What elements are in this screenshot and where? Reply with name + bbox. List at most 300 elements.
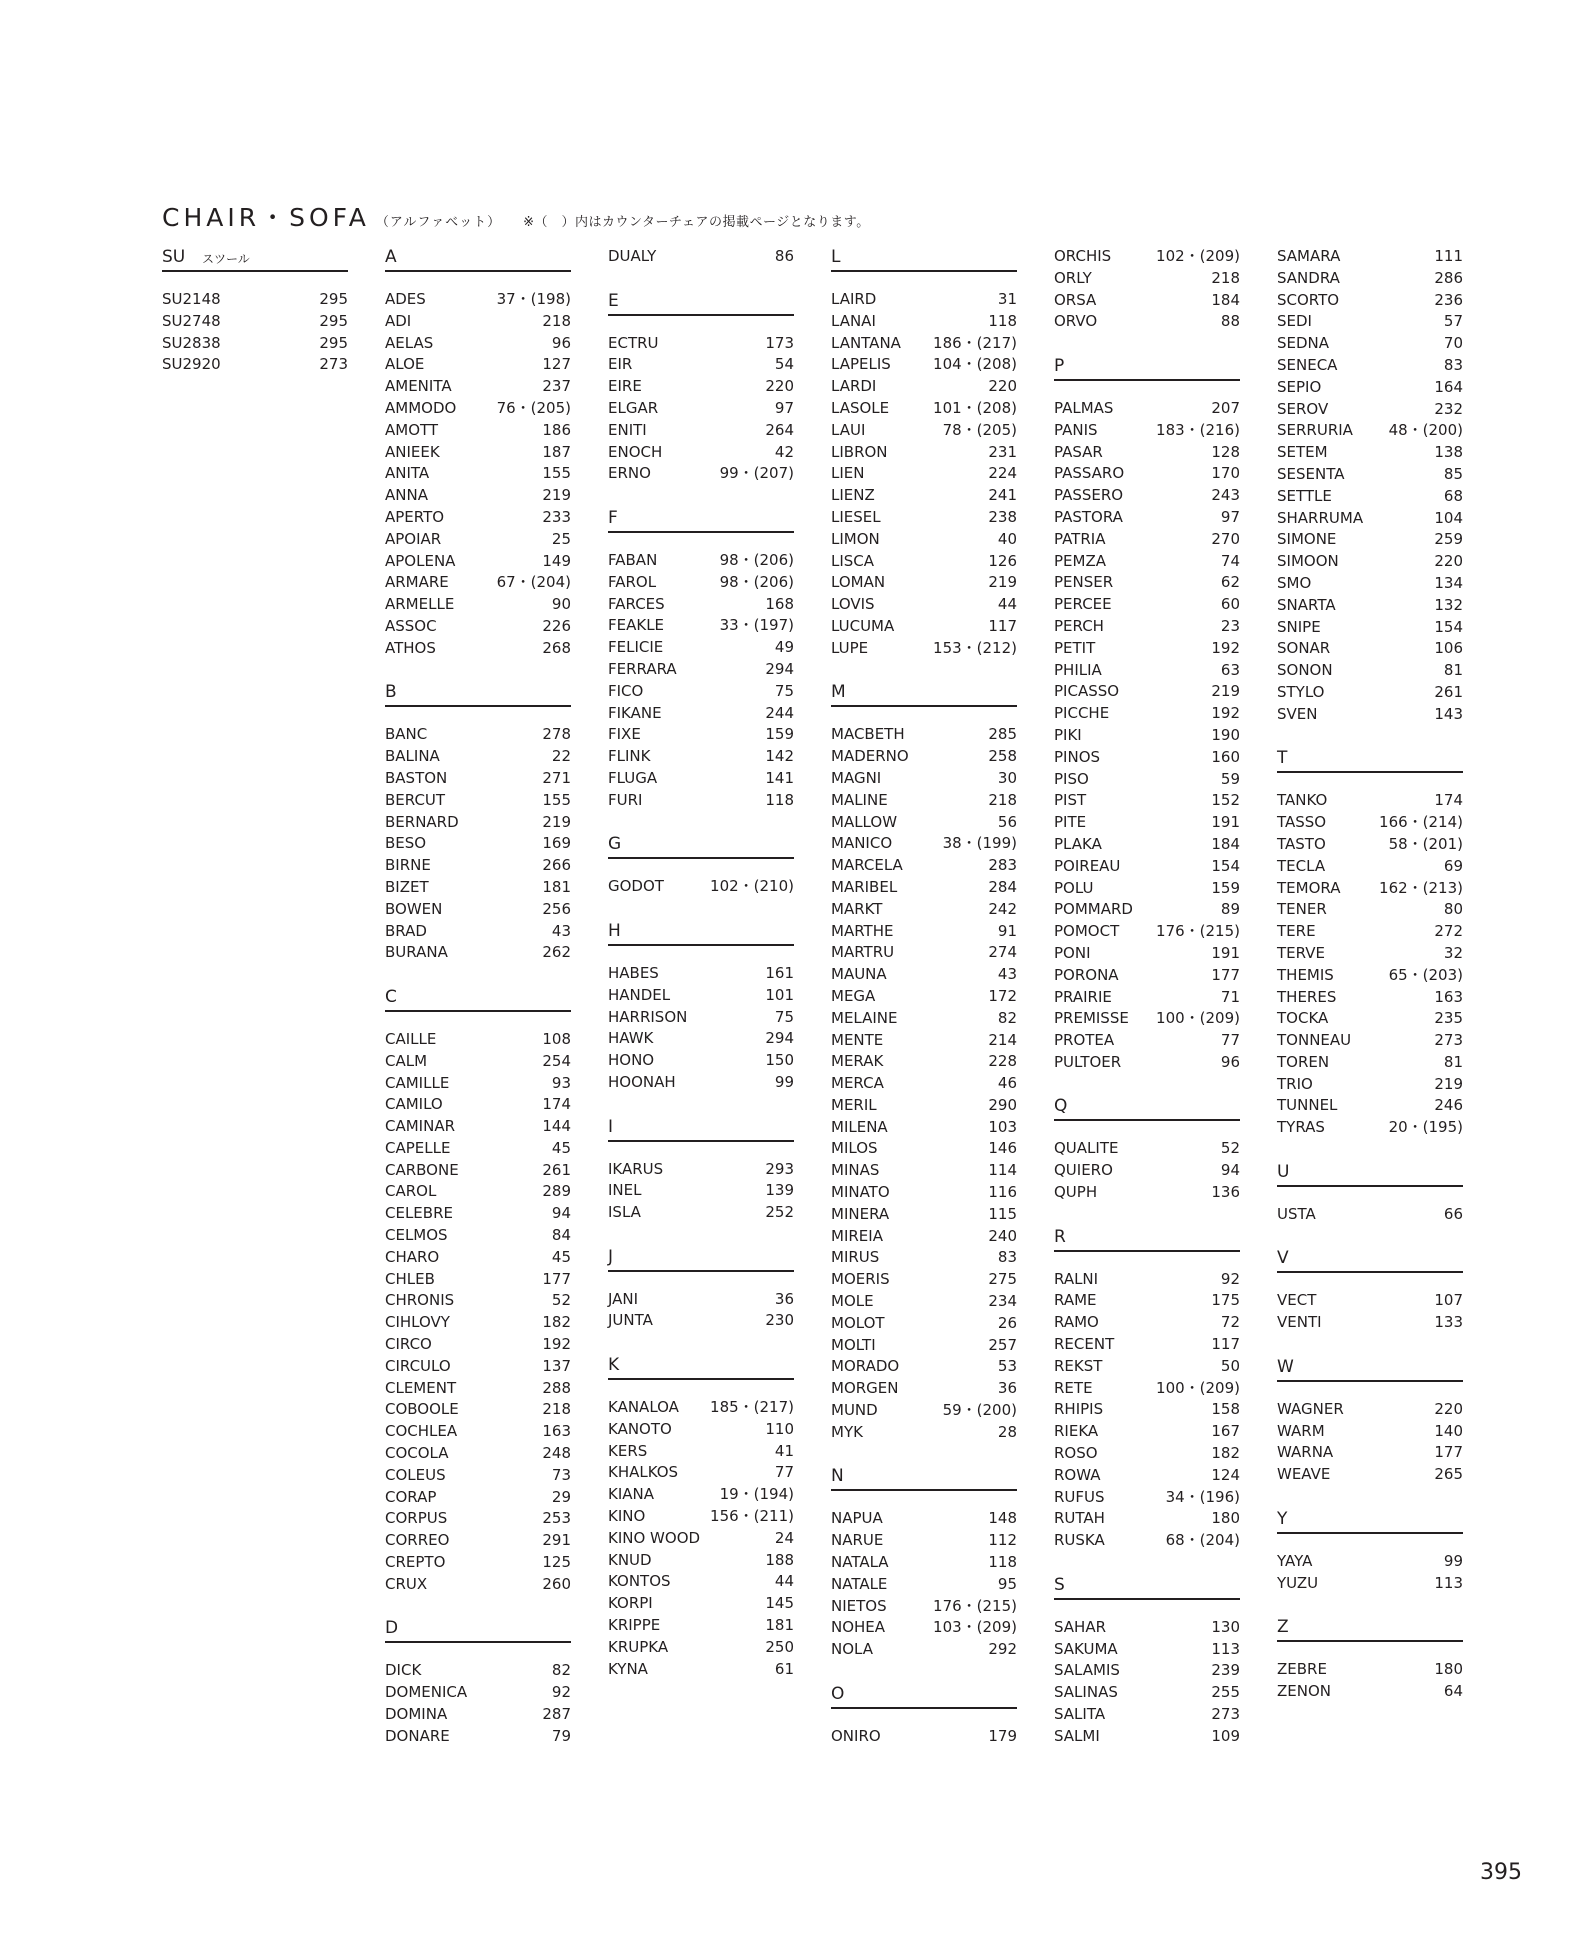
entry-name: KIANA [608,1485,655,1504]
index-entry [385,463,571,485]
entry-page: 150 [765,1051,794,1070]
entry-page: 111 [1434,247,1463,265]
index-entry [831,1226,1017,1248]
entry-name: WARNA [1277,1443,1334,1462]
entry-page: 83 [1443,355,1463,374]
index-entry [1277,464,1463,486]
entry-name: PERCEE [1054,595,1112,614]
index-entry [385,1312,571,1334]
section-spacer [831,1444,1017,1466]
section-heading [831,1465,1017,1491]
index-entry [1277,377,1463,399]
entry-name: ISLA [608,1203,641,1222]
entry-page: 50 [1220,1356,1240,1375]
entry-name: MORADO [831,1357,900,1376]
entry-name: THEMIS [1277,965,1334,984]
entry-page: 91 [997,921,1017,940]
entry-name: SEDNA [1277,334,1330,353]
section-heading [385,681,571,707]
section-heading [608,1246,794,1272]
index-entry [831,812,1017,834]
index-entry [1277,1551,1463,1573]
index-entry [1054,1052,1240,1074]
index-entry [831,1182,1017,1204]
index-entry [385,1704,571,1726]
entry-page: 161 [765,963,794,982]
entry-name: ENOCH [608,442,663,461]
entry-name: RALNI [1054,1269,1099,1288]
entry-page: 94 [1220,1161,1240,1180]
entry-page: 26 [997,1313,1017,1332]
index-entry [1277,1399,1463,1421]
index-entry [385,1269,571,1291]
index-entry [1277,486,1463,508]
entry-page: 113 [1211,1639,1240,1658]
index-entry [1054,660,1240,682]
index-entry [1054,1421,1240,1443]
index-entry [162,354,348,376]
index-entry [1277,1030,1463,1052]
index-entry [1054,1378,1240,1400]
entry-name: PRAIRIE [1054,987,1112,1006]
index-entry [1277,508,1463,530]
index-entry [831,1726,1017,1748]
entry-name: CORAP [385,1487,437,1506]
entry-page: 139 [765,1181,794,1200]
entry-name: PANIS [1054,420,1098,439]
entry-name: REKST [1054,1356,1103,1375]
entry-page: 130 [1211,1617,1240,1636]
entry-name: LAIRD [831,290,877,308]
entry-page: 79 [551,1726,571,1745]
index-entry [1054,420,1240,442]
entry-page: 168 [765,594,794,613]
entry-page: 145 [765,1594,794,1613]
entry-name: CAILLE [385,1029,437,1048]
entry-page: 159 [765,725,794,744]
index-entry [385,768,571,790]
entry-page: 163 [1434,987,1463,1006]
index-column [385,246,571,1748]
entry-name: MORGEN [831,1379,899,1398]
entry-name: JUNTA [608,1311,653,1330]
entry-page: 220 [765,377,794,396]
section-letter: V [1277,1248,1289,1269]
section-letter: D [385,1618,399,1639]
entry-page: 237 [542,377,571,396]
entry-page: 33・(197) [719,616,794,635]
section-letter: B [385,682,397,703]
entry-name: MOLTI [831,1335,876,1354]
entry-name: POMMARD [1054,900,1133,919]
entry-name: ROWA [1054,1465,1101,1484]
index-entry [608,1593,794,1615]
entry-name: DONARE [385,1726,450,1745]
section-spacer [608,1332,794,1354]
entry-name: BOWEN [385,899,443,918]
index-entry [1054,1269,1240,1291]
section-heading [1277,1508,1463,1534]
index-entry [1054,1530,1240,1552]
index-entry [385,1682,571,1704]
entry-page: 36 [997,1379,1017,1398]
entry-name: BESO [385,834,427,853]
entry-name: ASSOC [385,616,437,635]
index-entry [385,507,571,529]
entry-page: 137 [542,1356,571,1375]
entry-page: 92 [1220,1269,1240,1288]
entry-page: 98・(206) [719,572,794,591]
entry-page: 82 [551,1661,571,1680]
entry-name: JANI [608,1289,639,1308]
section-heading [1054,1226,1240,1252]
section-heading [385,246,571,272]
entry-page: 294 [765,659,794,678]
entry-name: SHARRUMA [1277,508,1364,527]
index-entry [608,724,794,746]
index-entry [1054,1312,1240,1334]
entry-name: PORONA [1054,965,1119,984]
entry-name: BALINA [385,747,440,766]
index-entry [608,1441,794,1463]
entry-name: AMMODO [385,398,457,417]
entry-page: 175 [1211,1291,1240,1310]
entry-page: 220 [988,377,1017,396]
entry-name: SU2748 [162,311,221,330]
entry-name: PASTORA [1054,507,1123,526]
index-entry [1277,638,1463,660]
entry-page: 289 [542,1182,571,1201]
entry-name: TECLA [1277,856,1326,875]
entry-name: MOLOT [831,1313,885,1332]
index-entry [385,1399,571,1421]
index-entry [608,442,794,464]
index-entry [608,1180,794,1202]
index-entry [1277,1008,1463,1030]
index-entry [385,942,571,964]
entry-page: 93 [551,1073,571,1092]
entry-page: 183・(216) [1156,420,1240,439]
entry-page: 220 [1434,552,1463,571]
index-entry [385,1552,571,1574]
index-entry [831,986,1017,1008]
entry-name: NATALE [831,1574,888,1593]
index-entry [1054,1008,1240,1030]
entry-page: 38・(199) [942,834,1017,853]
entry-name: MIRUS [831,1248,880,1267]
index-entry [1054,485,1240,507]
page-number: 395 [1480,1860,1522,1885]
entry-page: 219 [988,573,1017,592]
index-entry [608,703,794,725]
index-entry [608,1159,794,1181]
entry-name: PASSERO [1054,486,1124,505]
index-entry [1277,1681,1463,1703]
entry-name: BASTON [385,768,448,787]
entry-page: 89 [1220,900,1240,919]
entry-page: 44 [774,1572,794,1591]
entry-name: LASOLE [831,398,890,417]
entry-name: THERES [1277,987,1337,1006]
section-heading [608,1116,794,1142]
index-entry [831,1291,1017,1313]
index-entry [831,1030,1017,1052]
entry-page: 255 [1211,1683,1240,1702]
entry-name: PISO [1054,769,1089,788]
entry-name: MAGNI [831,768,882,787]
entry-page: 67・(204) [496,573,571,592]
index-entry [1277,704,1463,726]
index-entry [385,812,571,834]
entry-page: 286 [1434,268,1463,287]
entry-name: APERTO [385,507,445,526]
entry-page: 132 [1434,595,1463,614]
entry-name: LARDI [831,377,877,396]
entry-page: 56 [997,812,1017,831]
index-entry [385,1160,571,1182]
index-entry [1277,399,1463,421]
index-entry [1054,1030,1240,1052]
entry-page: 109 [1211,1726,1240,1745]
entry-page: 257 [988,1335,1017,1354]
entry-name: SALINAS [1054,1683,1118,1702]
entry-page: 69 [1443,856,1463,875]
index-entry [385,899,571,921]
entry-name: CAMILO [385,1095,443,1114]
entry-page: 162・(213) [1379,878,1463,897]
entry-page: 127 [542,355,571,374]
section-letter: L [831,247,841,267]
entry-page: 174 [1434,791,1463,810]
entry-page: 182 [1211,1444,1240,1463]
entry-page: 63 [1220,660,1240,679]
index-entry [385,311,571,333]
section-heading [162,246,348,272]
index-entry [608,1007,794,1029]
section-letter: SU [162,247,186,267]
entry-name: CELMOS [385,1226,448,1245]
index-entry [1054,246,1240,268]
entry-name: MARIBEL [831,877,898,896]
entry-name: LIBRON [831,442,888,461]
index-entry [831,507,1017,529]
entry-page: 180 [1211,1509,1240,1528]
entry-name: HAWK [608,1029,654,1048]
entry-page: 191 [1211,943,1240,962]
entry-page: 128 [1211,442,1240,461]
index-entry [1054,725,1240,747]
index-entry [385,1094,571,1116]
entry-name: PIKI [1054,725,1082,744]
index-entry [831,833,1017,855]
entry-name: ORCHIS [1054,247,1112,265]
entry-page: 103・(209) [933,1618,1017,1637]
entry-page: 184 [1211,290,1240,309]
index-entry [1277,790,1463,812]
entry-name: PLAKA [1054,834,1102,853]
section-letter: C [385,986,397,1007]
entry-page: 241 [988,486,1017,505]
index-entry [608,1072,794,1094]
entry-page: 101・(208) [933,398,1017,417]
index-entry [1054,834,1240,856]
index-entry [385,1378,571,1400]
section-letter: U [1277,1161,1290,1182]
entry-name: HABES [608,963,659,982]
entry-page: 99・(207) [719,464,794,483]
entry-page: 41 [774,1441,794,1460]
entry-name: PATRIA [1054,529,1106,548]
section-letter: A [385,247,397,267]
index-entry [608,1462,794,1484]
entry-name: NOHEA [831,1618,886,1637]
section-spacer [385,1596,571,1618]
entry-page: 75 [774,1007,794,1026]
entry-page: 61 [774,1659,794,1678]
entry-page: 71 [1220,987,1240,1006]
entry-name: PEMZA [1054,551,1107,570]
entry-page: 256 [542,899,571,918]
index-entry [385,289,571,311]
section-letter: S [1054,1574,1065,1595]
index-entry [1277,442,1463,464]
entry-page: 86 [774,247,794,265]
index-entry [1277,965,1463,987]
section-letter: E [608,290,619,311]
entry-name: SETEM [1277,443,1328,462]
entry-page: 115 [988,1204,1017,1223]
entry-name: TONNEAU [1277,1031,1352,1050]
index-entry [1277,660,1463,682]
section-heading [831,681,1017,707]
index-entry [1054,943,1240,965]
entry-page: 146 [988,1139,1017,1158]
entry-name: MALLOW [831,812,898,831]
index-entry [831,1639,1017,1661]
section-letter: Z [1277,1617,1289,1638]
index-entry [1054,812,1240,834]
entry-page: 52 [551,1291,571,1310]
entry-page: 101 [765,985,794,1004]
entry-page: 240 [988,1226,1017,1245]
entry-page: 250 [765,1637,794,1656]
entry-page: 244 [765,703,794,722]
entry-page: 66 [1443,1204,1463,1223]
entry-name: EIRE [608,377,642,396]
entry-page: 181 [542,877,571,896]
entry-page: 278 [542,725,571,744]
entry-name: YAYA [1277,1551,1313,1570]
entry-name: ADI [385,311,412,330]
index-entry [385,833,571,855]
entry-page: 58・(201) [1388,834,1463,853]
entry-name: IKARUS [608,1159,664,1178]
entry-page: 37・(198) [496,290,571,308]
entry-name: PINOS [1054,747,1101,766]
index-entry [608,876,794,898]
index-entry [385,333,571,355]
entry-page: 292 [988,1640,1017,1659]
entry-name: POLU [1054,878,1094,897]
section-heading [1054,1574,1240,1600]
index-entry [831,594,1017,616]
entry-page: 124 [1211,1465,1240,1484]
entry-page: 262 [542,943,571,962]
entry-name: MOLE [831,1292,874,1311]
entry-page: 117 [1211,1335,1240,1354]
section-letter: F [608,507,618,528]
entry-name: FICO [608,681,644,700]
entry-page: 219 [542,486,571,505]
entry-page: 259 [1434,530,1463,549]
entry-page: 192 [542,1335,571,1354]
entry-name: RHIPIS [1054,1400,1104,1419]
entry-name: MINATO [831,1183,890,1202]
entry-name: FIKANE [608,703,662,722]
entry-page: 54 [774,355,794,374]
entry-name: HONO [608,1051,655,1070]
entry-page: 191 [1211,813,1240,832]
index-entry [1054,899,1240,921]
entry-page: 100・(209) [1156,1009,1240,1028]
index-entry [385,551,571,573]
entry-page: 233 [542,507,571,526]
index-entry [608,1310,794,1332]
entry-name: COLEUS [385,1465,446,1484]
entry-page: 258 [988,747,1017,766]
entry-name: ALOE [385,355,425,374]
index-entry [1054,1639,1240,1661]
entry-name: SIMONE [1277,530,1337,549]
entry-name: SONAR [1277,639,1331,658]
section-letter: N [831,1466,844,1487]
section-letter: R [1054,1226,1066,1247]
entry-page: 142 [765,747,794,766]
entry-name: SALITA [1054,1705,1106,1724]
entry-name: PICCHE [1054,704,1110,723]
entry-page: 19・(194) [719,1485,794,1504]
entry-name: COBOOLE [385,1400,459,1419]
entry-name: KRIPPE [608,1616,661,1635]
index-entry [1054,1726,1240,1748]
section-spacer [608,485,794,507]
entry-page: 78・(205) [942,420,1017,439]
index-entry [385,1116,571,1138]
index-entry [831,1422,1017,1444]
index-entry [385,485,571,507]
entry-page: 254 [542,1051,571,1070]
entry-name: SEROV [1277,399,1329,418]
entry-name: PULTOER [1054,1052,1122,1071]
entry-page: 77 [1220,1031,1240,1050]
section-heading [1054,355,1240,381]
section-heading [831,1683,1017,1709]
entry-name: CIHLOVY [385,1313,450,1332]
entry-page: 274 [988,943,1017,962]
index-entry [1054,551,1240,573]
index-entry [385,855,571,877]
entry-name: STYLO [1277,682,1325,701]
entry-page: 57 [1443,312,1463,331]
index-entry [1277,1573,1463,1595]
entry-name: KANOTO [608,1419,672,1438]
entry-page: 125 [542,1553,571,1572]
section-spacer [385,964,571,986]
entry-name: LAPELIS [831,355,891,374]
entry-name: SALAMIS [1054,1661,1120,1680]
entry-page: 192 [1211,638,1240,657]
entry-name: TUNNEL [1277,1096,1338,1115]
